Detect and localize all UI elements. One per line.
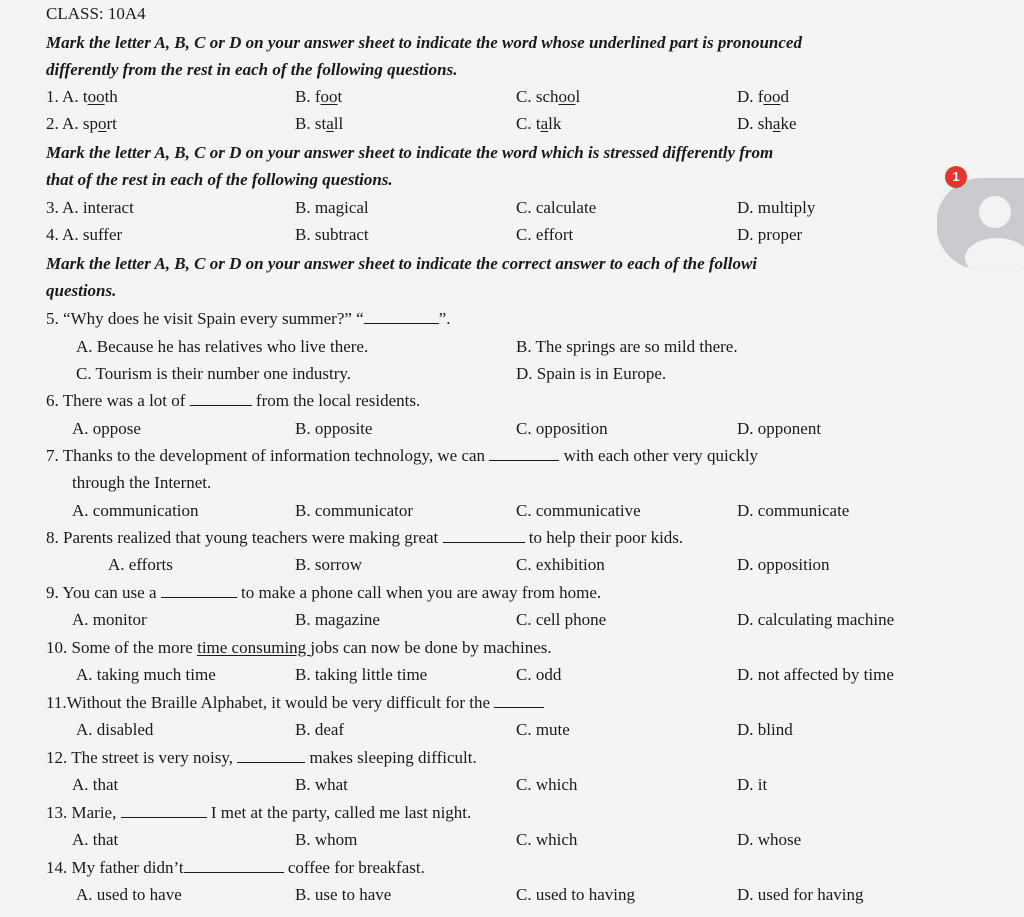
question-14-stem: 14. My father didn’t coffee for breakfast. <box>46 858 425 877</box>
answer-blank <box>161 582 237 598</box>
instruction-pronunciation-line2: differently from the rest in each of the following questions. <box>46 60 458 79</box>
q2-option-c: C. talk <box>516 114 562 133</box>
q9-option-c: C. cell phone <box>516 610 607 629</box>
q4-option-a: 4. A. suffer <box>46 225 123 244</box>
q13-option-a: A. that <box>72 830 119 849</box>
q6-option-b: B. opposite <box>295 419 373 438</box>
q3-option-a: 3. A. interact <box>46 198 134 217</box>
q5-option-c: C. Tourism is their number one industry. <box>76 364 352 383</box>
question-4 <box>0 221 1024 248</box>
answer-blank <box>190 390 252 406</box>
class-label: CLASS: 10A4 <box>46 4 146 23</box>
q6-option-d: D. opponent <box>737 419 822 438</box>
question-9-stem: 9. You can use a to make a phone call when you are away from home. <box>46 583 602 602</box>
answer-blank <box>489 445 559 461</box>
q10-option-d: D. not affected by time <box>737 665 894 684</box>
q1-option-c: C. school <box>516 87 581 106</box>
question-3 <box>0 194 1024 221</box>
instruction-pronunciation-line1: Mark the letter A, B, C or D on your answer sheet to indicate the word whose underlined part is pronounced <box>46 33 802 52</box>
question-10-options <box>0 661 1024 688</box>
answer-blank <box>121 802 207 818</box>
q4-option-b: B. subtract <box>295 225 369 244</box>
q13-option-b: B. whom <box>295 830 358 849</box>
q8-option-b: B. sorrow <box>295 555 363 574</box>
instruction-correct-answer-line2: questions. <box>46 281 117 300</box>
cut-off-next-line <box>40 910 540 917</box>
q7-option-c: C. communicative <box>516 501 641 520</box>
answer-blank <box>443 527 525 543</box>
question-14-options <box>0 881 1024 908</box>
q12-option-a: A. that <box>72 775 119 794</box>
q9-option-a: A. monitor <box>72 610 147 629</box>
q9-option-b: B. magazine <box>295 610 380 629</box>
answer-blank <box>184 857 284 873</box>
question-5-stem: 5. “Why does he visit Spain every summer?” “ ”. <box>46 309 451 328</box>
q3-option-d: D. multiply <box>737 198 816 217</box>
answer-blank <box>237 747 305 763</box>
q4-option-d: D. proper <box>737 225 803 244</box>
q14-option-b: B. use to have <box>295 885 392 904</box>
question-6-stem: 6. There was a lot of from the local residents. <box>46 391 421 410</box>
q12-option-c: C. which <box>516 775 578 794</box>
q1-option-b: B. foot <box>295 87 343 106</box>
question-13-options <box>0 826 1024 853</box>
q7-option-a: A. communication <box>72 501 199 520</box>
q5-option-a: A. Because he has relatives who live there. <box>76 337 369 356</box>
question-6-options <box>0 415 1024 442</box>
q2-option-d: D. shake <box>737 114 797 133</box>
answer-blank <box>364 308 439 324</box>
q10-option-b: B. taking little time <box>295 665 428 684</box>
q4-option-c: C. effort <box>516 225 574 244</box>
question-5-options-row2 <box>0 360 1024 387</box>
question-7-options <box>0 497 1024 524</box>
question-13-stem: 13. Marie, I met at the party, called me last night. <box>46 803 472 822</box>
instruction-correct-answer-line1: Mark the letter A, B, C or D on your answer sheet to indicate the correct answer to each of the followi <box>46 254 758 273</box>
question-12-stem: 12. The street is very noisy, makes sleeping difficult. <box>46 748 477 767</box>
q3-option-c: C. calculate <box>516 198 597 217</box>
question-11-stem: 11.Without the Braille Alphabet, it would be very difficult for the <box>0 689 1024 716</box>
instruction-stress-line1: Mark the letter A, B, C or D on your answer sheet to indicate the word which is stressed differently from <box>46 143 774 162</box>
q1-option-a: 1. A. tooth <box>46 87 118 106</box>
chat-head-avatar-icon[interactable] <box>937 178 1024 270</box>
q13-option-d: D. whose <box>737 830 802 849</box>
q12-option-b: B. what <box>295 775 348 794</box>
q7-option-d: D. communicate <box>737 501 850 520</box>
q8-option-a: A. efforts <box>108 555 173 574</box>
q8-option-d: D. opposition <box>737 555 830 574</box>
q11-option-c: C. mute <box>516 720 570 739</box>
q10-option-c: C. odd <box>516 665 562 684</box>
question-10-stem: 10. Some of the more time consuming jobs can now be done by machines. <box>46 638 552 657</box>
q11-option-b: B. deaf <box>295 720 345 739</box>
q14-option-a: A. used to have <box>76 885 182 904</box>
q14-option-d: D. used for having <box>737 885 864 904</box>
q11-option-d: D. blind <box>737 720 793 739</box>
question-8-options <box>0 551 1024 578</box>
q11-option-a: A. disabled <box>76 720 154 739</box>
question-9-options <box>0 606 1024 633</box>
q7-option-b: B. communicator <box>295 501 414 520</box>
q6-option-a: A. oppose <box>72 419 141 438</box>
q3-option-b: B. magical <box>295 198 369 217</box>
question-12-options <box>0 771 1024 798</box>
q2-option-a: 2. A. sport <box>46 114 117 133</box>
question-11-options <box>0 716 1024 743</box>
q12-option-d: D. it <box>737 775 768 794</box>
q5-option-d: D. Spain is in Europe. <box>516 364 667 383</box>
question-2 <box>0 110 1024 137</box>
instruction-stress-line2: that of the rest in each of the following questions. <box>46 170 393 189</box>
question-7-stem: 7. Thanks to the development of information technology, we can with each other very quickly <box>46 446 759 465</box>
q5-option-b: B. The springs are so mild there. <box>516 337 738 356</box>
q8-option-c: C. exhibition <box>516 555 605 574</box>
q9-option-d: D. calculating machine <box>737 610 895 629</box>
q2-option-b: B. stall <box>295 114 344 133</box>
q14-option-c: C. used to having <box>516 885 635 904</box>
q1-option-d: D. food <box>737 87 789 106</box>
q6-option-c: C. opposition <box>516 419 608 438</box>
question-8-stem: 8. Parents realized that young teachers were making great to help their poor kids. <box>46 528 684 547</box>
q13-option-c: C. which <box>516 830 578 849</box>
notification-badge[interactable]: 1 <box>945 166 967 188</box>
q10-option-a: A. taking much time <box>76 665 216 684</box>
answer-blank <box>494 692 544 708</box>
question-5-options-row1 <box>0 333 1024 360</box>
question-7-stem-continued: through the Internet. <box>72 473 212 492</box>
question-1 <box>0 83 1024 110</box>
